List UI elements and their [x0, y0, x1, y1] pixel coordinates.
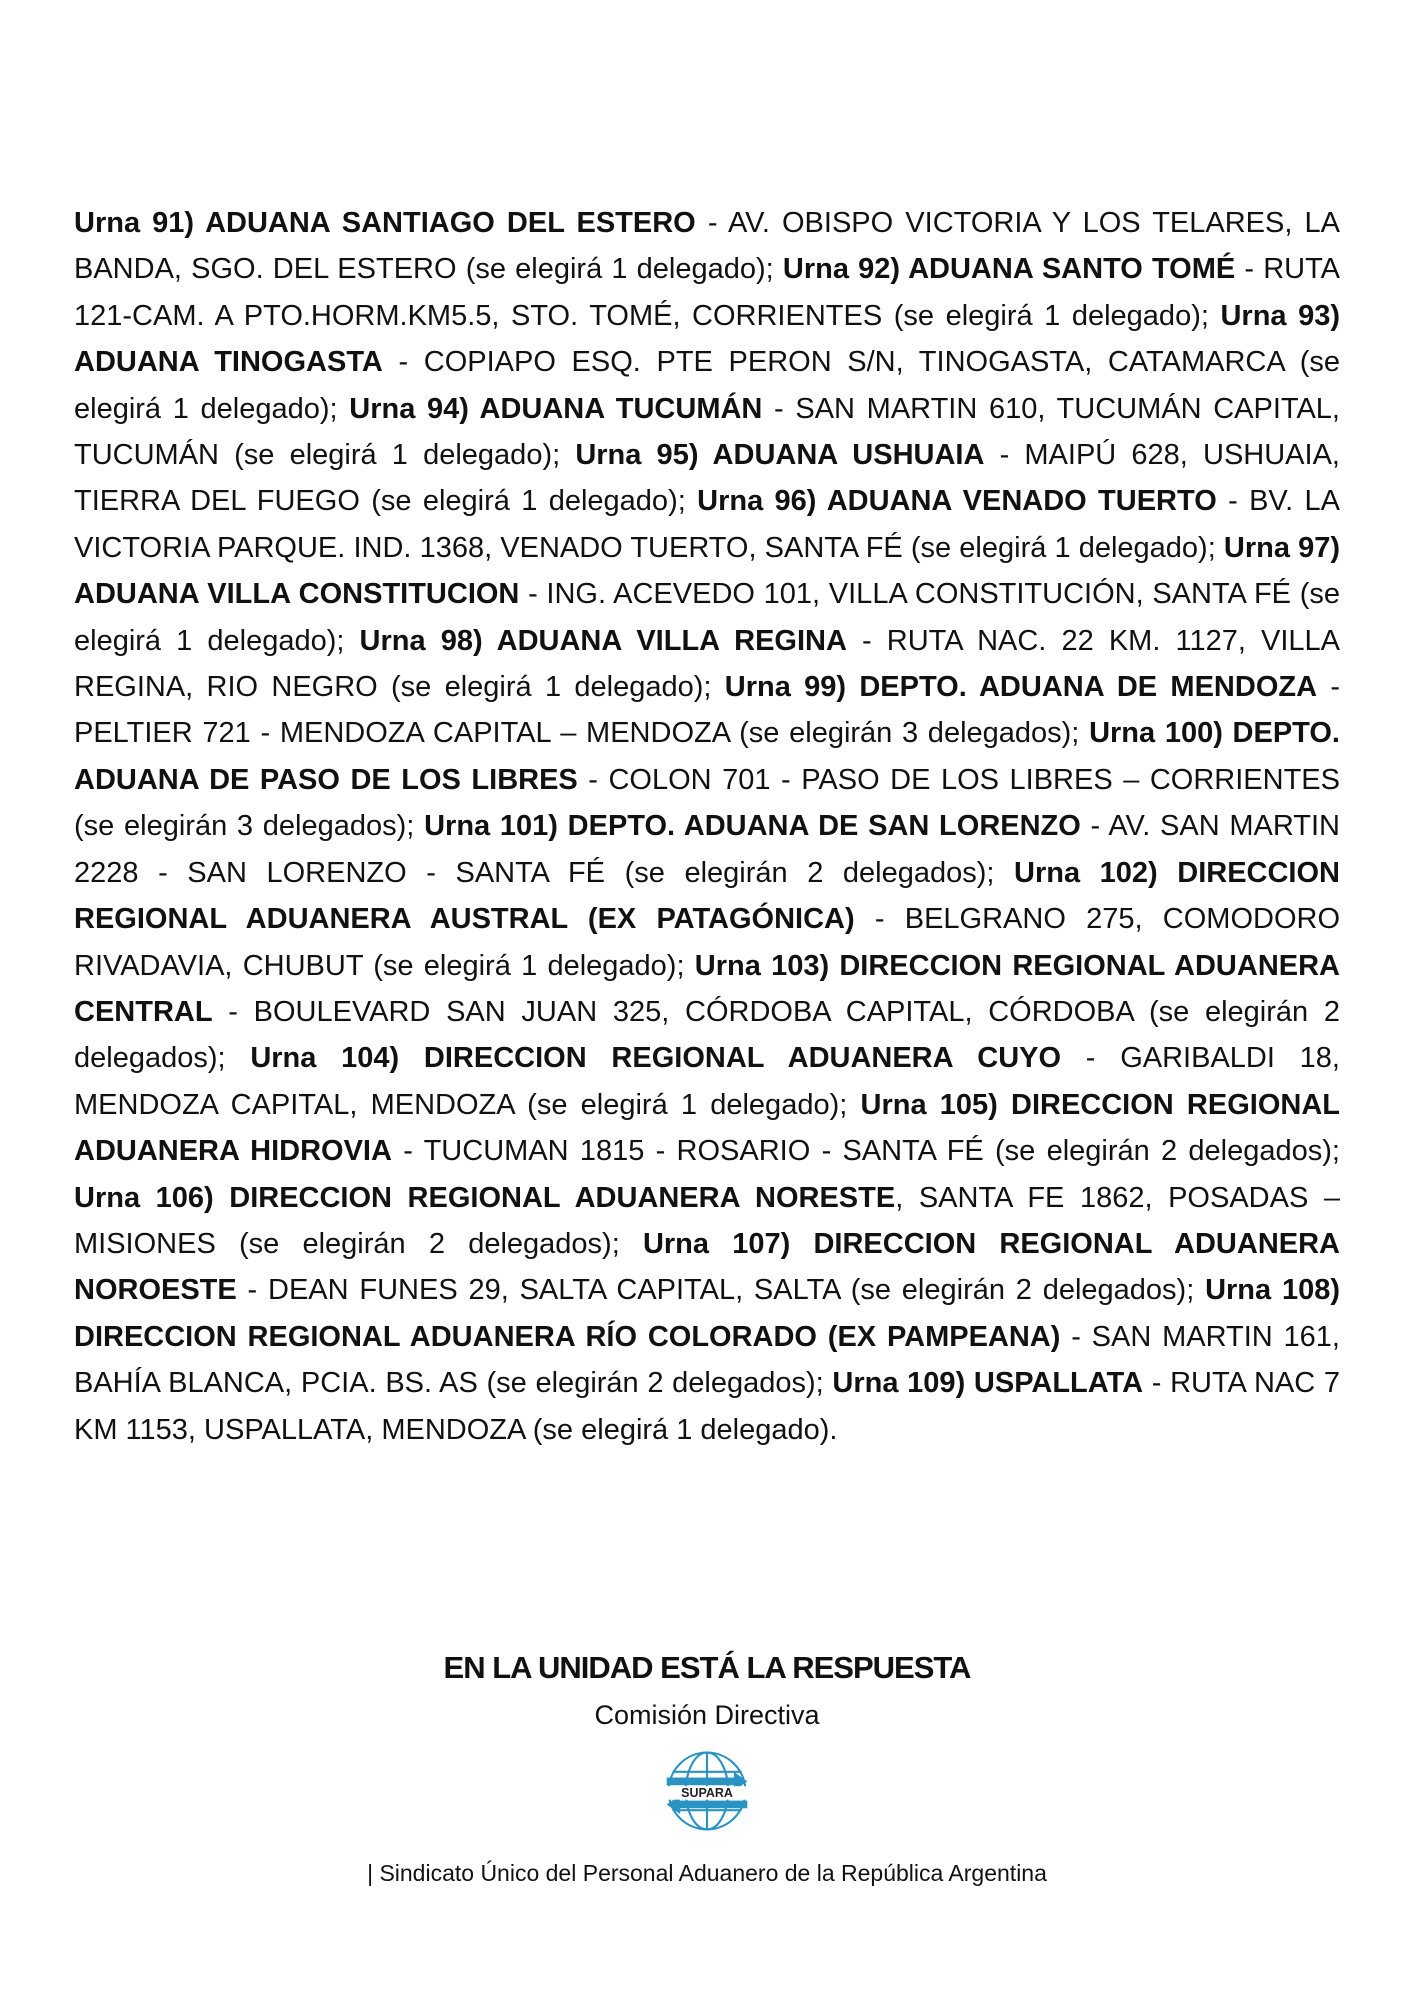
ballot-box-title: Urna 100) DEPTO. ADUANA DE PASO DE LOS LIBRES: [74, 717, 1340, 796]
ballot-box-details: - PELTIER 721 - MENDOZA CAPITAL – MENDOZA (se elegirán 3 delegados);: [74, 671, 1340, 750]
ballot-box-title: Urna 97) ADUANA VILLA CONSTITUCION: [74, 531, 1340, 611]
ballot-box-title: Urna 92) ADUANA SANTO TOMÉ: [782, 253, 1236, 286]
ballot-box-title: Urna 102) DIRECCION REGIONAL ADUANERA AUSTRAL (EX PATAGÓNICA): [74, 856, 1340, 936]
ballot-box-details: - TUCUMAN 1815 - ROSARIO - SANTA FÉ (se elegirán 2 delegados);: [391, 1135, 1340, 1168]
ballot-box-title: Urna 106) DIRECCION REGIONAL ADUANERA NORESTE: [74, 1181, 896, 1214]
ballot-box-title: Urna 96) ADUANA VENADO TUERTO: [697, 485, 1217, 518]
ballot-box-title: Urna 104) DIRECCION REGIONAL ADUANERA CUYO: [250, 1042, 1062, 1075]
signature: Comisión Directiva: [594, 1700, 820, 1730]
ballot-box-details: - RUTA 121-CAM. A PTO.HORM.KM5.5, STO. TOMÉ, CORRIENTES (se elegirá 1 delegado);: [74, 253, 1340, 332]
ballot-box-details: - RUTA NAC. 22 KM. 1127, VILLA REGINA, RIO NEGRO (se elegirá 1 delegado);: [74, 624, 1340, 704]
ballot-box-title: Urna 108) DIRECCION REGIONAL ADUANERA RÍO COLORADO (EX PAMPEANA): [74, 1274, 1340, 1353]
ballot-box-details: - COLON 701 - PASO DE LOS LIBRES – CORRIENTES (se elegirán 3 delegados);: [74, 763, 1340, 843]
ballot-box-details: - MAIPÚ 628, USHUAIA, TIERRA DEL FUEGO (se elegirá 1 delegado);: [74, 439, 1340, 518]
ballot-box-details: - AV. SAN MARTIN 2228 - SAN LORENZO - SANTA FÉ (se elegirán 2 delegados);: [74, 810, 1341, 889]
ballot-box-details: - COPIAPO ESQ. PTE PERON S/N, TINOGASTA, CATAMARCA (se elegirá 1 delegado);: [74, 346, 1340, 425]
ballot-box-title: Urna 91) ADUANA SANTIAGO DEL ESTERO: [74, 207, 696, 239]
ballot-box-title: Urna 95) ADUANA USHUAIA: [575, 439, 985, 472]
ballot-list-paragraph: [74, 200, 1340, 1453]
ballot-box-details: - BELGRANO 275, COMODORO RIVADAVIA, CHUBUT (se elegirá 1 delegado);: [74, 903, 1340, 982]
ballot-box-title: Urna 107) DIRECCION REGIONAL ADUANERA NOROESTE: [74, 1227, 1340, 1307]
slogan: EN LA UNIDAD ESTÁ LA RESPUESTA: [443, 1650, 971, 1685]
ballot-box-details: - SAN MARTIN 610, TUCUMÁN CAPITAL, TUCUMÁN (se elegirá 1 delegado);: [74, 392, 1340, 472]
ballot-box-details: - ING. ACEVEDO 101, VILLA CONSTITUCIÓN, SANTA FÉ (se elegirá 1 delegado);: [74, 578, 1341, 657]
ballot-box-details: , SANTA FE 1862, POSADAS – MISIONES (se elegirán 2 delegados);: [74, 1181, 1341, 1260]
ballot-box-title: Urna 99) DEPTO. ADUANA DE MENDOZA: [724, 671, 1318, 704]
ballot-box-details: - DEAN FUNES 29, SALTA CAPITAL, SALTA (se elegirán 2 delegados);: [236, 1274, 1206, 1307]
ballot-box-title: Urna 98) ADUANA VILLA REGINA: [359, 624, 847, 657]
ballot-box-title: Urna 101) DEPTO. ADUANA DE SAN LORENZO: [424, 810, 1081, 843]
ballot-box-title: Urna 109) USPALLATA: [832, 1367, 1144, 1400]
ballot-box-title: Urna 103) DIRECCION REGIONAL ADUANERA CENTRAL: [74, 949, 1340, 1028]
ballot-box-details: - AV. OBISPO VICTORIA Y LOS TELARES, LA BANDA, SGO. DEL ESTERO (se elegirá 1 delegado);: [74, 207, 1340, 286]
ballot-box-title: Urna 94) ADUANA TUCUMÁN: [349, 392, 763, 425]
ballot-box-details: - RUTA NAC 7 KM 1153, USPALLATA, MENDOZA (se elegirá 1 delegado).: [74, 1367, 1341, 1446]
ballot-box-title: Urna 105) DIRECCION REGIONAL ADUANERA HIDROVIA: [74, 1088, 1340, 1168]
ballot-box-title: Urna 93) ADUANA TINOGASTA: [74, 299, 1341, 379]
ballot-box-details: - SAN MARTIN 161, BAHÍA BLANCA, PCIA. BS. AS (se elegirán 2 delegados);: [74, 1320, 1340, 1400]
ballot-box-details: - BV. LA VICTORIA PARQUE. IND. 1368, VENADO TUERTO, SANTA FÉ (se elegirá 1 delegado);: [74, 485, 1340, 564]
ballot-box-details: - GARIBALDI 18, MENDOZA CAPITAL, MENDOZA (se elegirá 1 delegado);: [74, 1042, 1340, 1121]
logo-text: SUPARA: [681, 1786, 733, 1801]
union-name-footer: | Sindicato Único del Personal Aduanero de la República Argentina: [367, 1860, 1047, 1886]
ballot-box-details: - BOULEVARD SAN JUAN 325, CÓRDOBA CAPITAL, CÓRDOBA (se elegirán 2 delegados);: [74, 995, 1340, 1075]
supara-logo: [659, 1743, 755, 1839]
